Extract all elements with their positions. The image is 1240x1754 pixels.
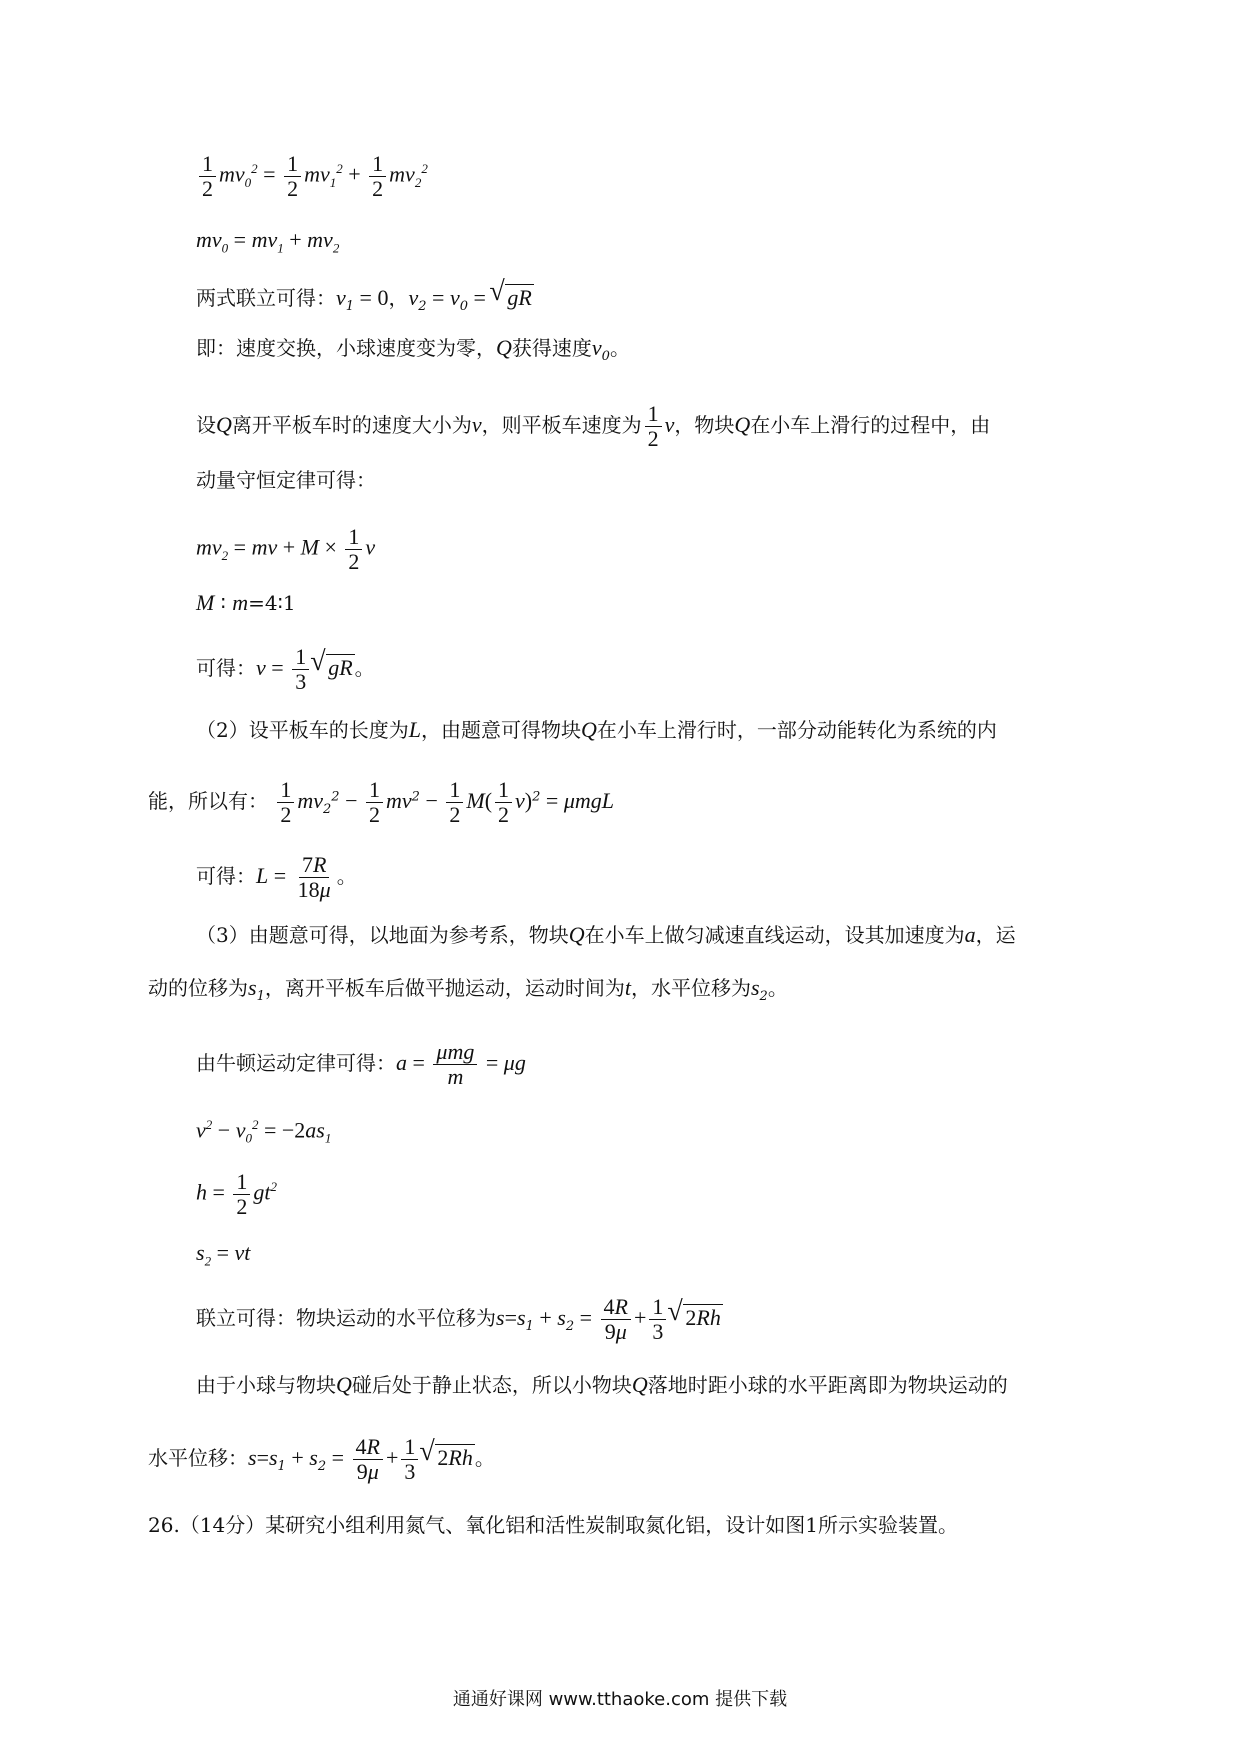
question-26: 26.（14分）某研究小组利用氮气、氧化铝和活性炭制取氮化铝，设计如图1所示实验装置。 — [148, 1513, 958, 1537]
text-result-v: 可得：v = $\frac{1}{3}$ √ gR 。 — [196, 645, 375, 694]
text-momentum-law: 动量守恒定律可得： — [196, 468, 376, 492]
equation-momentum: $mv_0 = mv_1 + mv_2$ — [196, 227, 340, 256]
text-result-l: 可得：L = $\frac{7R}{18\mu}$ 。 — [196, 852, 357, 902]
equation-energy: $\frac{1}{2}$ $mv_0^2$ = $\frac{1}{2}$ $mv_1^2$ + $\frac{1}{2}$ $mv_2^2$ — [196, 152, 428, 201]
footer-credit: 通通好课网 www.tthaoke.com 提供下载 — [452, 1689, 788, 1710]
text-final-result: 水平位移：$s=s_1 + s_2$ = $\frac{4R}{9\mu}$ + $\frac{1}{3}$ √ 2Rh 。 — [148, 1435, 495, 1484]
text-final-intro: 由于小球与物块Q碰后处于静止状态，所以小物块Q落地时距小球的水平距离即为物块运动的 — [196, 1372, 1008, 1397]
equation-horizontal: $s_2$ = vt — [196, 1240, 251, 1269]
equation-momentum-cart: $mv_2$ = mv + M × $\frac{1}{2}$ v — [196, 524, 376, 574]
text-solve-velocities: 两式联立可得：$v_1 = 0$，$v_2 = v_0$ = √ gR — [196, 283, 534, 322]
text-set-q-velocity: 设Q离开平板车时的速度大小为v，则平板车速度为 $\frac{1}{2}$ v，物块Q在小车上滑行的过程中，由 — [196, 401, 991, 451]
text-part3-def: 动的位移为$s_1$，离开平板车后做平抛运动，运动时间为t，水平位移为$s_2$。 — [148, 975, 788, 1004]
text-part2-intro: （2）设平板车的长度为L，由题意可得物块Q在小车上滑行时，一部分动能转化为系统的内 — [196, 717, 997, 742]
text-combine: 联立可得：物块运动的水平位移为$s=s_1 + s_2$ = $\frac{4R}{9\mu}$ + $\frac{1}{3}$ √ 2Rh — [196, 1295, 723, 1344]
text-velocity-exchange: 即：速度交换，小球速度变为零，Q获得速度$v_0$。 — [196, 335, 630, 364]
text-part3-intro: （3）由题意可得，以地面为参考系，物块Q在小车上做匀减速直线运动，设其加速度为a，运 — [196, 922, 1016, 947]
equation-kinematics: $v^2 - v_0^2 = -2as_1$ — [196, 1117, 332, 1146]
equation-height: h = $\frac{1}{2}$ $gt^2$ — [196, 1169, 278, 1219]
text-newton: 由牛顿运动定律可得：a = $\frac{\text{μmg}}{m}$ = μg — [196, 1039, 526, 1089]
text-part2-energy: 能，所以有： $\frac{1}{2}$ $mv_2^2$ − $\frac{1}{2}$ $mv^2$ − $\frac{1}{2}$ M( $\frac{1}{2}$ v)$^2$ = μmgL — [148, 777, 614, 827]
text-mass-ratio: M ∶ m=4∶1 — [196, 590, 296, 615]
